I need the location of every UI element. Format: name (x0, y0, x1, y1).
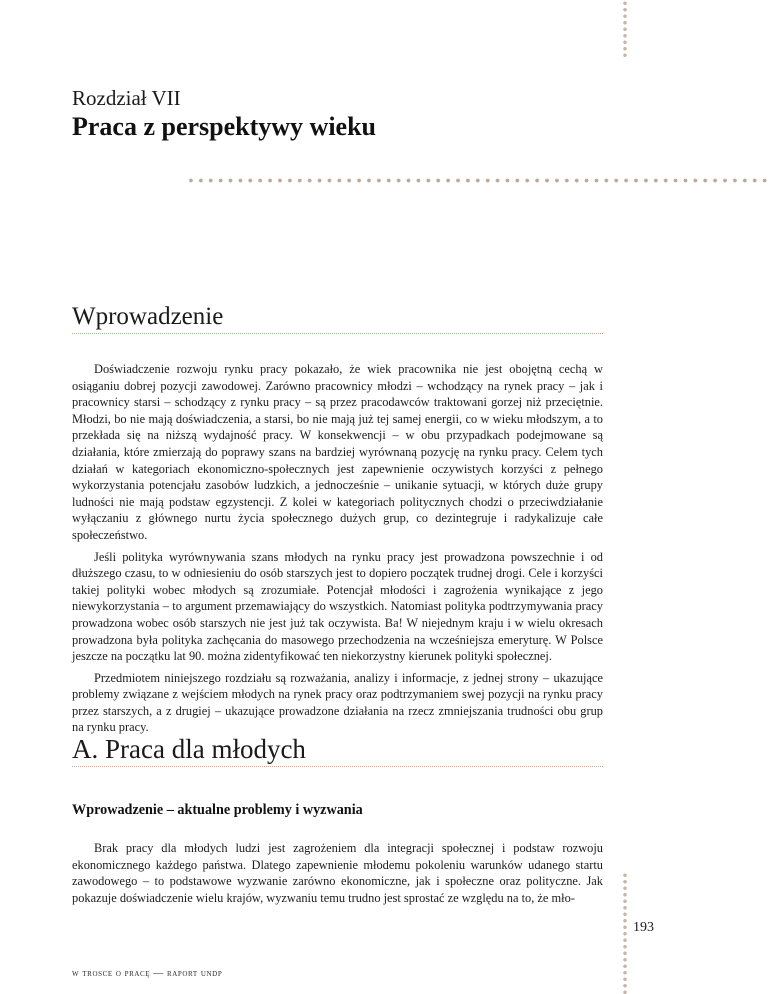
decorative-dots-divider (186, 177, 768, 184)
section-underline-part-a (72, 766, 603, 767)
footer: w trosce o pracę — raport undp (72, 968, 223, 979)
paragraph: Brak pracy dla młodych ludzi jest zagrożeniem dla integracji społecznej i podstaw rozwoju ekonomicznego każdego państwa. Dlatego zapewnienie młodemu pokoleniu warunków udanego startu zawodowego – to podstawowe wyzwanie zarówno ekonomiczne, jak i społeczne oraz polityczne. Jak pokazuje doświadczenie wielu krajów, wyzwaniu temu trudno jest sprostać ze względu na to, że mło- (72, 841, 603, 905)
section-underline-intro (72, 333, 603, 334)
section-title-intro: Wprowadzenie (72, 303, 224, 330)
subsection-title: Wprowadzenie – aktualne problemy i wyzwania (72, 802, 363, 818)
part-a-text (72, 840, 603, 911)
page-number: 193 (633, 920, 654, 935)
paragraph: Przedmiotem niniejszego rozdziału są rozważania, analizy i informacje, z jednej strony – ukazujące problemy związane z wejściem młodych na rynek pracy oraz podtrzymaniem swej pozycji na rynku pracy przez starszych, a z drugiej – ukazujące prowadzone działania na rzecz zmniejszania trudności obu grup na rynku pracy. (72, 670, 603, 735)
paragraph: Jeśli polityka wyrównywania szans młodych na rynku pracy jest prowadzona powszechnie i od dłuższego czasu, to w odniesieniu do osób starszych jest to dopiero początek trudnej drogi. Cele i korzyści takiej polityki wobec młodych są zrozumiałe. Potencjał młodości i zagrożenia wynikające z jego niewykorzystania – to argument przemawiający do wszystkich. Natomiast polityka podtrzymywania pracy prowadzona wobec osób starszych nie jest już tak oczywista. Ba! W niejednym kraju i w wielu okresach prowadzona była polityka zachęcania do masowego przechodzenia na wcześniejsza emeryturę. W Polsce jeszcze na początku lat 90. można zidentyfikować ten niekorzystny kierunek polityki społecznej. (72, 549, 603, 664)
paragraph: Doświadczenie rozwoju rynku pracy pokazało, że wiek pracownika nie jest obojętną cechą w osiąganiu dobrej pozycji zawodowej. Zarówno pracownicy młodzi – wchodzący na rynek pracy – jak i pracownicy starsi – schodzący z rynku pracy – są przez pracodawców traktowani gorzej niż przeciętnie. Młodzi, bo nie mają doświadczenia, a starsi, bo nie mają już tej samej energii, co w wieku młodszym, a to przekłada się na niższą wydajność pracy. W konsekwencji – w obu przypadkach podejmowane są działania, które zmierzają do poprawy szans na bardziej wyrównaną pozycję na rynku pracy. Celem tych działań w kategoriach ekonomiczno-społecznych jest zapewnienie oczywistych korzyści z pełnego wykorzystania potencjału zasobów ludzkich, a jednocześnie – unikanie sytuacji, w których duże grupy ludności nie mają podstaw egzystencji. Z kolei w kategoriach politycznych chodzi o przeciwdziałanie wyłączaniu z głównego nurtu życia społecznego dużych grup, co dezintegruje i radykalizuje całe społeczeństwo. (72, 362, 603, 542)
intro-text (72, 361, 603, 741)
decorative-dots-top (622, 0, 628, 58)
section-title-part-a: A. Praca dla młodych (72, 734, 306, 764)
chapter-label: Rozdział VII (72, 86, 181, 110)
decorative-dots-bottom (622, 872, 628, 994)
chapter-title: Praca z perspektywy wieku (72, 112, 377, 141)
